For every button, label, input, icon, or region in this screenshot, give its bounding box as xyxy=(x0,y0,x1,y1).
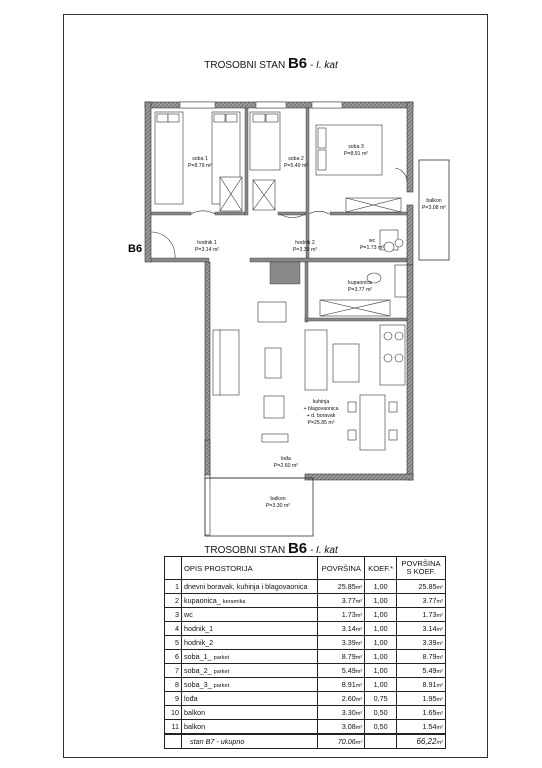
row-index: 9 xyxy=(165,692,182,706)
area-soba2: P=5.49 m² xyxy=(283,163,309,169)
row-area-koef: 1.65m² xyxy=(397,706,446,720)
room-area-table xyxy=(164,556,446,749)
row-area: 1.73m² xyxy=(318,608,365,622)
row-index: 11 xyxy=(165,720,182,735)
label-kuhinja-1: kuhinja xyxy=(312,399,330,405)
row-name: wc xyxy=(182,608,318,622)
row-koef: 1,00 xyxy=(365,678,397,692)
row-area-koef: 1.73m² xyxy=(397,608,446,622)
area-kuhinja: P=25.85 m² xyxy=(307,420,335,426)
row-index: 4 xyxy=(165,622,182,636)
row-area: 8.79m² xyxy=(318,650,365,664)
area-soba3: P=8.91 m² xyxy=(343,151,369,157)
row-koef: 0,50 xyxy=(365,706,397,720)
row-index: 3 xyxy=(165,608,182,622)
row-area: 3.08m² xyxy=(318,720,365,735)
row-koef: 1,00 xyxy=(365,608,397,622)
row-name: soba_1_ parket xyxy=(182,650,318,664)
label-kuhinja-2: + blagovaonica xyxy=(303,406,339,412)
row-koef: 0,50 xyxy=(365,720,397,735)
row-koef: 1,00 xyxy=(365,622,397,636)
label-soba1: soba 1 xyxy=(192,156,208,162)
row-name: lođa xyxy=(182,692,318,706)
label-balkon-e: balkon xyxy=(426,198,442,204)
windows xyxy=(180,102,342,108)
row-area-koef: 5.49m² xyxy=(397,664,446,678)
row-koef: 1,00 xyxy=(365,650,397,664)
row-area-koef: 25.85m² xyxy=(397,580,446,594)
table-row xyxy=(165,594,446,608)
wall-tag: B6 xyxy=(128,243,143,255)
label-hodnik1: hodnik 1 xyxy=(197,240,217,246)
total-index xyxy=(165,734,182,749)
table-body xyxy=(165,580,446,749)
living-furniture xyxy=(213,302,405,450)
row-name: soba_2_ parket xyxy=(182,664,318,678)
area-wc: P=1.73 m² xyxy=(359,245,385,251)
row-name: dnevni boravak, kuhinja i blagovaonica xyxy=(182,580,318,594)
header-index xyxy=(165,557,182,580)
total-label: stan B7 - ukupno xyxy=(182,734,318,749)
table-row xyxy=(165,678,446,692)
row-area-koef: 1.54m² xyxy=(397,720,446,735)
row-area-koef: 1.95m² xyxy=(397,692,446,706)
label-wc: wc xyxy=(368,238,376,244)
area-soba1: P=8.79 m² xyxy=(187,163,213,169)
row-koef: 0,75 xyxy=(365,692,397,706)
table-total-row xyxy=(165,734,446,749)
table-row xyxy=(165,580,446,594)
row-area: 8.91m² xyxy=(318,678,365,692)
row-name: hodnik_2 xyxy=(182,636,318,650)
total-area-koef: 66,22m² xyxy=(397,734,446,749)
total-area: 70.06m² xyxy=(318,734,365,749)
label-loda: lođa xyxy=(281,456,291,462)
row-index: 10 xyxy=(165,706,182,720)
label-balkon-s: balkon xyxy=(270,496,286,502)
label-kupaonica: kupaonica xyxy=(348,280,372,286)
area-hodnik1: P=3.14 m² xyxy=(194,247,220,253)
row-area-koef: 3.14m² xyxy=(397,622,446,636)
row-koef: 1,00 xyxy=(365,594,397,608)
label-hodnik2: hodnik 2 xyxy=(295,240,315,246)
area-hodnik2: P=3.39 m² xyxy=(292,247,318,253)
row-area-koef: 3.77m² xyxy=(397,594,446,608)
row-area: 5.49m² xyxy=(318,664,365,678)
row-name: soba_3_ parket xyxy=(182,678,318,692)
header-povrsina: POVRŠINA xyxy=(318,557,365,580)
row-koef: 1,00 xyxy=(365,664,397,678)
table-row xyxy=(165,608,446,622)
header-povrsina-koef: POVRŠINA S KOEF. xyxy=(397,557,446,580)
row-name: balkon xyxy=(182,720,318,735)
label-soba3: soba 3 xyxy=(348,144,364,150)
plan-title: TROSOBNI STAN B6 - I. kat xyxy=(204,55,338,72)
row-koef: 1,00 xyxy=(365,580,397,594)
row-area: 25.85m² xyxy=(318,580,365,594)
row-name: hodnik_1 xyxy=(182,622,318,636)
row-area: 3.30m² xyxy=(318,706,365,720)
row-index: 7 xyxy=(165,664,182,678)
header-koef: KOEF.* xyxy=(365,557,397,580)
area-kupaonica: P=3.77 m² xyxy=(347,287,373,293)
row-area-koef: 8.91m² xyxy=(397,678,446,692)
row-index: 1 xyxy=(165,580,182,594)
area-loda: P=2.60 m² xyxy=(273,463,299,469)
row-name: balkon xyxy=(182,706,318,720)
row-index: 8 xyxy=(165,678,182,692)
row-area: 3.14m² xyxy=(318,622,365,636)
label-kuhinja-3: + d. boravak xyxy=(306,413,336,419)
row-index: 2 xyxy=(165,594,182,608)
table-row xyxy=(165,706,446,720)
row-name: kupaonica_ keramika xyxy=(182,594,318,608)
row-index: 5 xyxy=(165,636,182,650)
table-row xyxy=(165,636,446,650)
table-row xyxy=(165,692,446,706)
area-balkon-s: P=3.30 m² xyxy=(265,503,291,509)
header-opis: OPIS PROSTORIJA xyxy=(182,557,318,580)
table-title: TROSOBNI STAN B6 - I. kat xyxy=(204,540,338,557)
row-koef: 1,00 xyxy=(365,636,397,650)
table-header-row xyxy=(165,557,446,580)
table-row xyxy=(165,622,446,636)
table-row xyxy=(165,650,446,664)
total-koef xyxy=(365,734,397,749)
label-soba2: soba 2 xyxy=(288,156,304,162)
row-area: 3.77m² xyxy=(318,594,365,608)
row-area-koef: 3.39m² xyxy=(397,636,446,650)
table-row xyxy=(165,720,446,735)
row-area-koef: 8.79m² xyxy=(397,650,446,664)
table-row xyxy=(165,664,446,678)
row-area: 3.39m² xyxy=(318,636,365,650)
row-area: 2.60m² xyxy=(318,692,365,706)
row-index: 6 xyxy=(165,650,182,664)
area-balkon-e: P=3.08 m² xyxy=(421,205,447,211)
